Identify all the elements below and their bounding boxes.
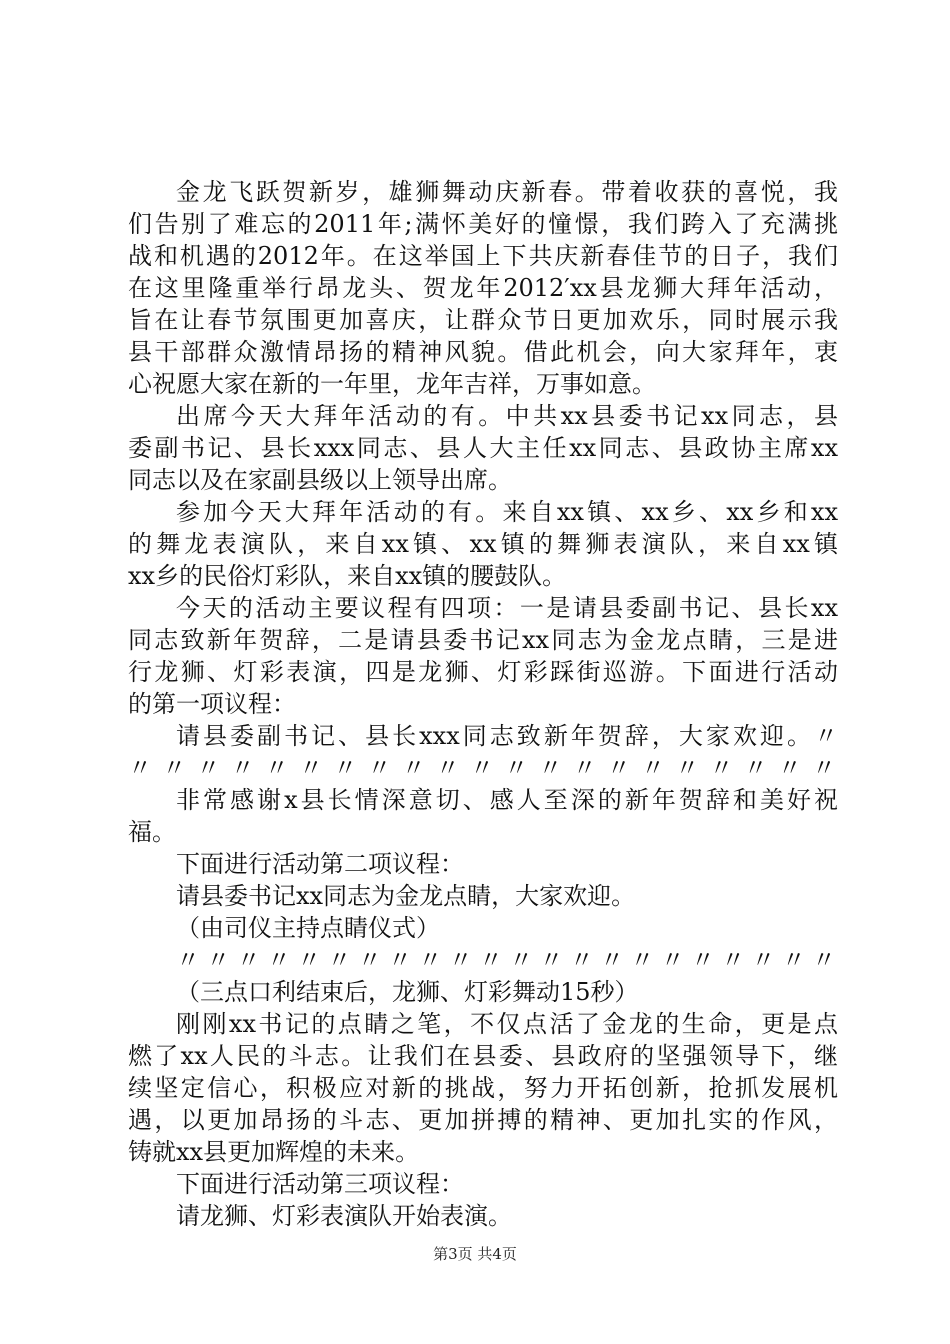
ditto-marks-line: 〃〃〃〃〃〃〃〃〃〃〃〃〃〃〃〃〃〃〃〃〃〃 xyxy=(176,946,838,974)
text-line: 非常感谢x县长情深意切、感人至深的新年贺辞和美好祝 xyxy=(176,786,838,814)
text-line: 同志以及在家副县级以上领导出席。 xyxy=(128,466,512,494)
text-line: 参加今天大拜年活动的有。来自xx镇、xx乡、xx乡和xx xyxy=(176,498,838,526)
text-line: 县干部群众激情昂扬的精神风貌。借此机会，向大家拜年，衷 xyxy=(128,338,838,366)
text-line: 的舞龙表演队，来自xx镇、xx镇的舞狮表演队，来自xx镇 xyxy=(128,530,838,558)
text-line: 遇，以更加昂扬的斗志、更加拼搏的精神、更加扎实的作风， xyxy=(128,1106,838,1134)
text-line: 们告别了难忘的2011年;满怀美好的憧憬，我们跨入了充满挑 xyxy=(128,210,838,238)
text-line: 福。 xyxy=(128,818,176,846)
text-line: 同志致新年贺辞，二是请县委书记xx同志为金龙点睛，三是进 xyxy=(128,626,838,654)
text-line: 刚刚xx书记的点睛之笔，不仅点活了金龙的生命，更是点 xyxy=(176,1010,838,1038)
ditto-marks-line: 〃〃〃〃〃〃〃〃〃〃〃〃〃〃〃〃〃〃〃〃〃 xyxy=(128,754,838,782)
text-line: 请县委副书记、县长xxx同志致新年贺辞，大家欢迎。〃 xyxy=(176,722,838,750)
text-line: 今天的活动主要议程有四项：一是请县委副书记、县长xx xyxy=(176,594,838,622)
text-line: 旨在让春节氛围更加喜庆，让群众节日更加欢乐，同时展示我 xyxy=(128,306,838,334)
text-line: 出席今天大拜年活动的有。中共xx县委书记xx同志，县 xyxy=(176,402,838,430)
text-line: 行龙狮、灯彩表演，四是龙狮、灯彩踩街巡游。下面进行活动 xyxy=(128,658,838,686)
page-number-footer: 第3页 共4页 xyxy=(433,1245,517,1263)
text-line: 战和机遇的2012年。在这举国上下共庆新春佳节的日子，我们 xyxy=(128,242,838,270)
stage-direction: （三点口利结束后，龙狮、灯彩舞动15秒） xyxy=(176,978,639,1006)
text-line: 委副书记、县长xxx同志、县人大主任xx同志、县政协主席xx xyxy=(128,434,838,462)
text-line: xx乡的民俗灯彩队，来自xx镇的腰鼓队。 xyxy=(128,562,567,590)
text-line: 燃了xx人民的斗志。让我们在县委、县政府的坚强领导下，继 xyxy=(128,1042,838,1070)
text-line: 金龙飞跃贺新岁，雄狮舞动庆新春。带着收获的喜悦，我 xyxy=(176,178,838,206)
agenda-heading: 下面进行活动第三项议程： xyxy=(176,1170,464,1198)
agenda-heading: 下面进行活动第二项议程： xyxy=(176,850,464,878)
stage-direction: （由司仪主持点睛仪式） xyxy=(176,914,440,942)
text-line: 续坚定信心，积极应对新的挑战，努力开拓创新，抢抓发展机 xyxy=(128,1074,838,1102)
text-line: 铸就xx县更加辉煌的未来。 xyxy=(128,1138,420,1166)
text-line: 在这里隆重举行昂龙头、贺龙年2012′xx县龙狮大拜年活动， xyxy=(128,274,838,302)
text-line: 请县委书记xx同志为金龙点睛，大家欢迎。 xyxy=(176,882,636,910)
document-body xyxy=(128,176,838,1232)
text-line: 请龙狮、灯彩表演队开始表演。 xyxy=(176,1202,512,1230)
text-line: 心祝愿大家在新的一年里，龙年吉祥，万事如意。 xyxy=(128,370,656,398)
text-line: 的第一项议程： xyxy=(128,690,296,718)
